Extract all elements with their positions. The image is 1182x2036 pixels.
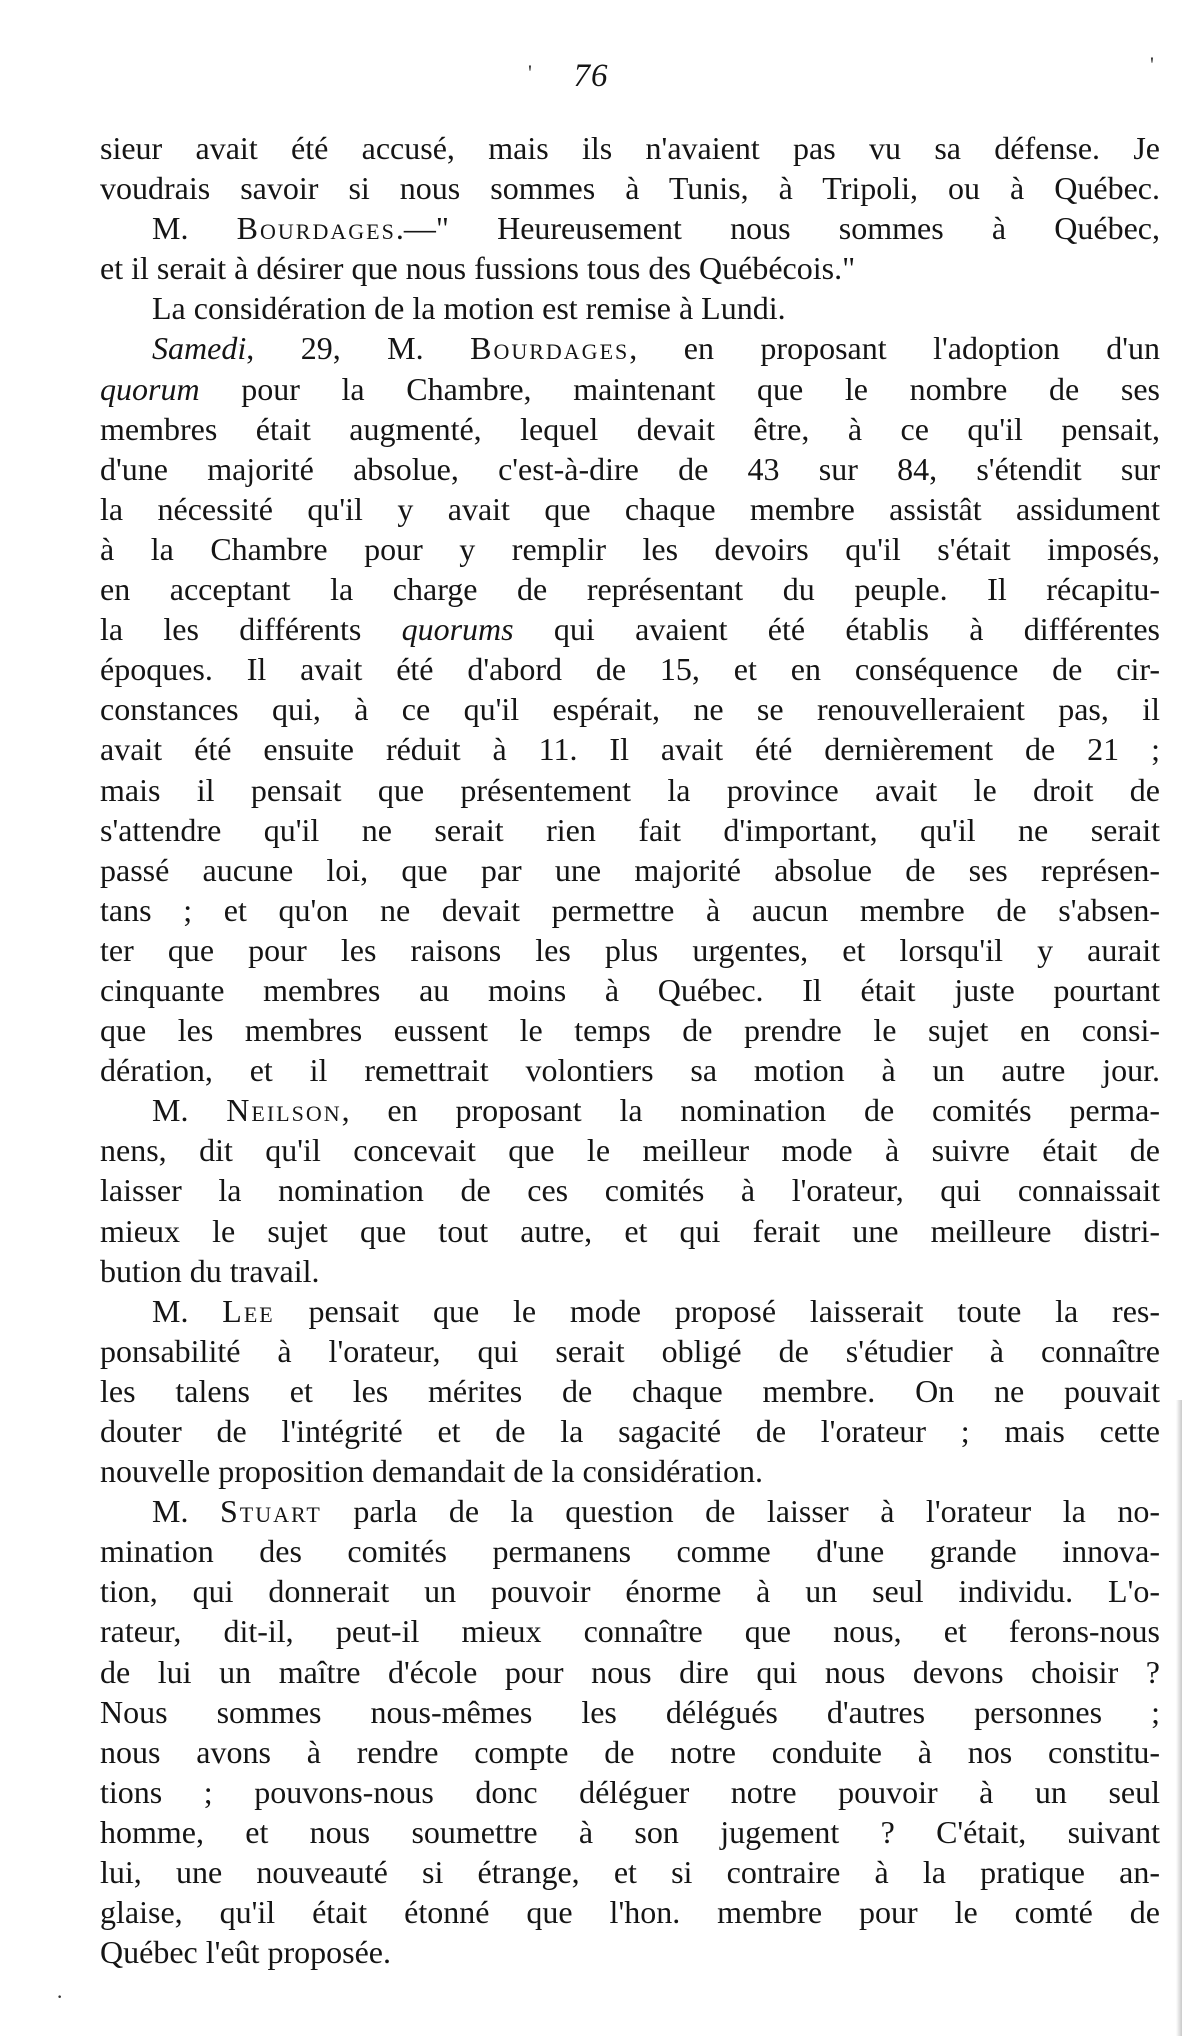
text-line xyxy=(100,1251,1160,1291)
text-run: voudrais savoir si nous sommes à Tunis, à Tripoli, ou à Québec. xyxy=(100,170,1160,207)
text-line xyxy=(100,1010,1160,1050)
text-line xyxy=(100,369,1160,409)
text-run: M. xyxy=(152,1292,223,1329)
text-run: M. xyxy=(152,1092,227,1129)
text-run: mieux le sujet que tout autre, et qui ferait une meilleure distri- xyxy=(100,1212,1160,1249)
speaker-name: Bourdages xyxy=(236,210,396,247)
text-run: en acceptant la charge de représentant du peuple. Il récapitu- xyxy=(100,571,1160,608)
speaker-name: Bourdages xyxy=(470,330,630,367)
text-line xyxy=(100,1852,1160,1892)
text-line xyxy=(100,1611,1160,1651)
text-line xyxy=(100,930,1160,970)
text-run: que les membres eussent le temps de prendre le sujet en consi- xyxy=(100,1012,1160,1049)
text-run: d'une majorité absolue, c'est-à-dire de 43 sur 84, s'étendit sur xyxy=(100,450,1160,487)
text-line xyxy=(100,489,1160,529)
text-line xyxy=(100,248,1160,288)
text-line xyxy=(100,168,1160,208)
text-run: La considération de la motion est remise à Lundi. xyxy=(152,290,786,327)
text-line xyxy=(100,1411,1160,1451)
text-run: à la Chambre pour y remplir les devoirs qu'il s'était imposés, xyxy=(100,530,1160,567)
speaker-name: Lee xyxy=(222,1292,275,1329)
text-run: , en proposant l'adoption d'un xyxy=(629,330,1160,367)
text-line xyxy=(100,409,1160,449)
text-run: tans ; et qu'on ne devait permettre à aucun membre de s'absen- xyxy=(100,891,1160,928)
text-run: douter de l'intégrité et de la sagacité de l'orateur ; mais cette xyxy=(100,1413,1160,1449)
text-run: , en proposant la nomination de comités perma- xyxy=(341,1092,1161,1129)
text-line xyxy=(100,770,1160,810)
text-line xyxy=(100,1812,1160,1852)
text-run: parla de la question de laisser à l'orateur la no- xyxy=(321,1493,1161,1530)
italic-text: quorum xyxy=(100,370,200,407)
text-run: laisser la nomination de ces comités à l'orateur, qui connaissait xyxy=(100,1172,1160,1209)
text-run: Québec l'eût proposée. xyxy=(100,1934,391,1971)
text-run: membres était augmenté, lequel devait être, à ce qu'il pensait, xyxy=(100,410,1160,447)
text-run: passé aucune loi, que par une majorité absolue de ses représen- xyxy=(100,851,1160,888)
text-run: tions ; pouvons-nous donc déléguer notre pouvoir à un seul xyxy=(100,1773,1160,1810)
margin-speck: ' xyxy=(528,60,532,85)
text-run: pensait que le mode proposé laisserait toute la res- xyxy=(274,1292,1161,1329)
text-line xyxy=(100,729,1160,769)
text-run: époques. Il avait été d'abord de 15, et en conséquence de cir- xyxy=(100,651,1160,688)
text-run: ponsabilité à l'orateur, qui serait obligé de s'étudier à connaître xyxy=(100,1332,1160,1369)
text-line xyxy=(100,689,1160,729)
text-run: bution du travail. xyxy=(100,1252,320,1289)
text-line xyxy=(100,1170,1160,1210)
text-run: qui avaient été établis à différentes xyxy=(513,611,1160,648)
speaker-name: Neilson xyxy=(226,1092,342,1129)
italic-text: quorums xyxy=(401,611,514,648)
text-run: glaise, qu'il était étonné que l'hon. membre pour le comté de xyxy=(100,1894,1160,1931)
text-run: constances qui, à ce qu'il espérait, ne se renouvelleraient pas, il xyxy=(100,691,1160,728)
text-run: mination des comités permanens comme d'une grande innova- xyxy=(100,1533,1160,1570)
text-run: tion, qui donnerait un pouvoir énorme à un seul individu. L'o- xyxy=(100,1573,1160,1610)
text-line xyxy=(100,1451,1160,1491)
text-line xyxy=(100,449,1160,489)
text-line xyxy=(100,1371,1160,1411)
text-line xyxy=(100,850,1160,890)
text-run: nens, dit qu'il concevait que le meilleur mode à suivre était de xyxy=(100,1132,1160,1169)
text-line xyxy=(100,1291,1160,1331)
text-line xyxy=(100,649,1160,689)
text-run: .—" Heureusement nous sommes à Québec, xyxy=(395,210,1161,247)
text-line xyxy=(100,609,1160,649)
text-run: la les différents xyxy=(100,611,402,648)
text-line xyxy=(100,890,1160,930)
text-run: homme, et nous soumettre à son jugement ? C'était, suivant xyxy=(100,1813,1160,1850)
text-line xyxy=(100,128,1160,168)
text-run: pour la Chambre, maintenant que le nombre de ses xyxy=(199,370,1160,407)
text-line xyxy=(100,1772,1160,1812)
page-number: 76 xyxy=(573,58,609,94)
italic-text: Samedi xyxy=(152,330,247,367)
text-line xyxy=(100,288,1160,328)
text-line xyxy=(100,1211,1160,1251)
text-line xyxy=(100,970,1160,1010)
text-run: lui, une nouveauté si étrange, et si contraire à la pratique an- xyxy=(100,1854,1160,1891)
text-run: la nécessité qu'il y avait que chaque membre assistât assidument xyxy=(100,490,1160,527)
text-run: rateur, dit-il, peut-il mieux connaître que nous, et ferons-nous xyxy=(100,1613,1160,1650)
margin-speck: ' xyxy=(1150,52,1154,77)
text-line xyxy=(100,1932,1160,1972)
text-run: les talens et les mérites de chaque membre. On ne pouvait xyxy=(100,1372,1160,1409)
text-line xyxy=(100,208,1160,248)
text-line xyxy=(100,1892,1160,1932)
text-run: , 29, M. xyxy=(246,330,471,367)
speaker-name: Stuart xyxy=(220,1493,322,1530)
text-run: ter que pour les raisons les plus urgentes, et lorsqu'il y aurait xyxy=(100,931,1160,968)
text-run: et il serait à désirer que nous fussions tous des Québécois." xyxy=(100,250,856,287)
text-line xyxy=(100,1090,1160,1130)
text-run: cinquante membres au moins à Québec. Il était juste pourtant xyxy=(100,971,1160,1008)
text-run: nouvelle proposition demandait de la considération. xyxy=(100,1453,763,1490)
text-line xyxy=(100,1732,1160,1772)
text-line xyxy=(100,1571,1160,1611)
text-run: mais il pensait que présentement la province avait le droit de xyxy=(100,771,1160,808)
text-line xyxy=(100,529,1160,569)
text-run: sieur avait été accusé, mais ils n'avaient pas vu sa défense. Je xyxy=(100,130,1160,166)
text-line xyxy=(100,1652,1160,1692)
text-run: nous avons à rendre compte de notre conduite à nos constitu- xyxy=(100,1733,1160,1770)
text-line xyxy=(100,1130,1160,1170)
text-line xyxy=(100,1692,1160,1732)
text-run: avait été ensuite réduit à 11. Il avait été dernièrement de 21 ; xyxy=(100,731,1160,768)
text-line xyxy=(100,569,1160,609)
text-run: Nous sommes nous-mêmes les délégués d'autres personnes ; xyxy=(100,1693,1160,1730)
text-run: s'attendre qu'il ne serait rien fait d'important, qu'il ne serait xyxy=(100,811,1160,848)
margin-speck: · xyxy=(56,1984,64,2009)
text-run: M. xyxy=(152,210,237,247)
text-line xyxy=(100,1050,1160,1090)
page-edge-shadow xyxy=(1176,1400,1182,2036)
text-line xyxy=(100,810,1160,850)
text-line xyxy=(100,328,1160,368)
body-text xyxy=(100,128,1160,1972)
text-line xyxy=(100,1331,1160,1371)
text-run: M. xyxy=(152,1493,220,1530)
text-line xyxy=(100,1531,1160,1571)
text-run: de lui un maître d'école pour nous dire qui nous devons choisir ? xyxy=(100,1653,1160,1690)
text-line xyxy=(100,1491,1160,1531)
text-run: dération, et il remettrait volontiers sa motion à un autre jour. xyxy=(100,1052,1160,1089)
